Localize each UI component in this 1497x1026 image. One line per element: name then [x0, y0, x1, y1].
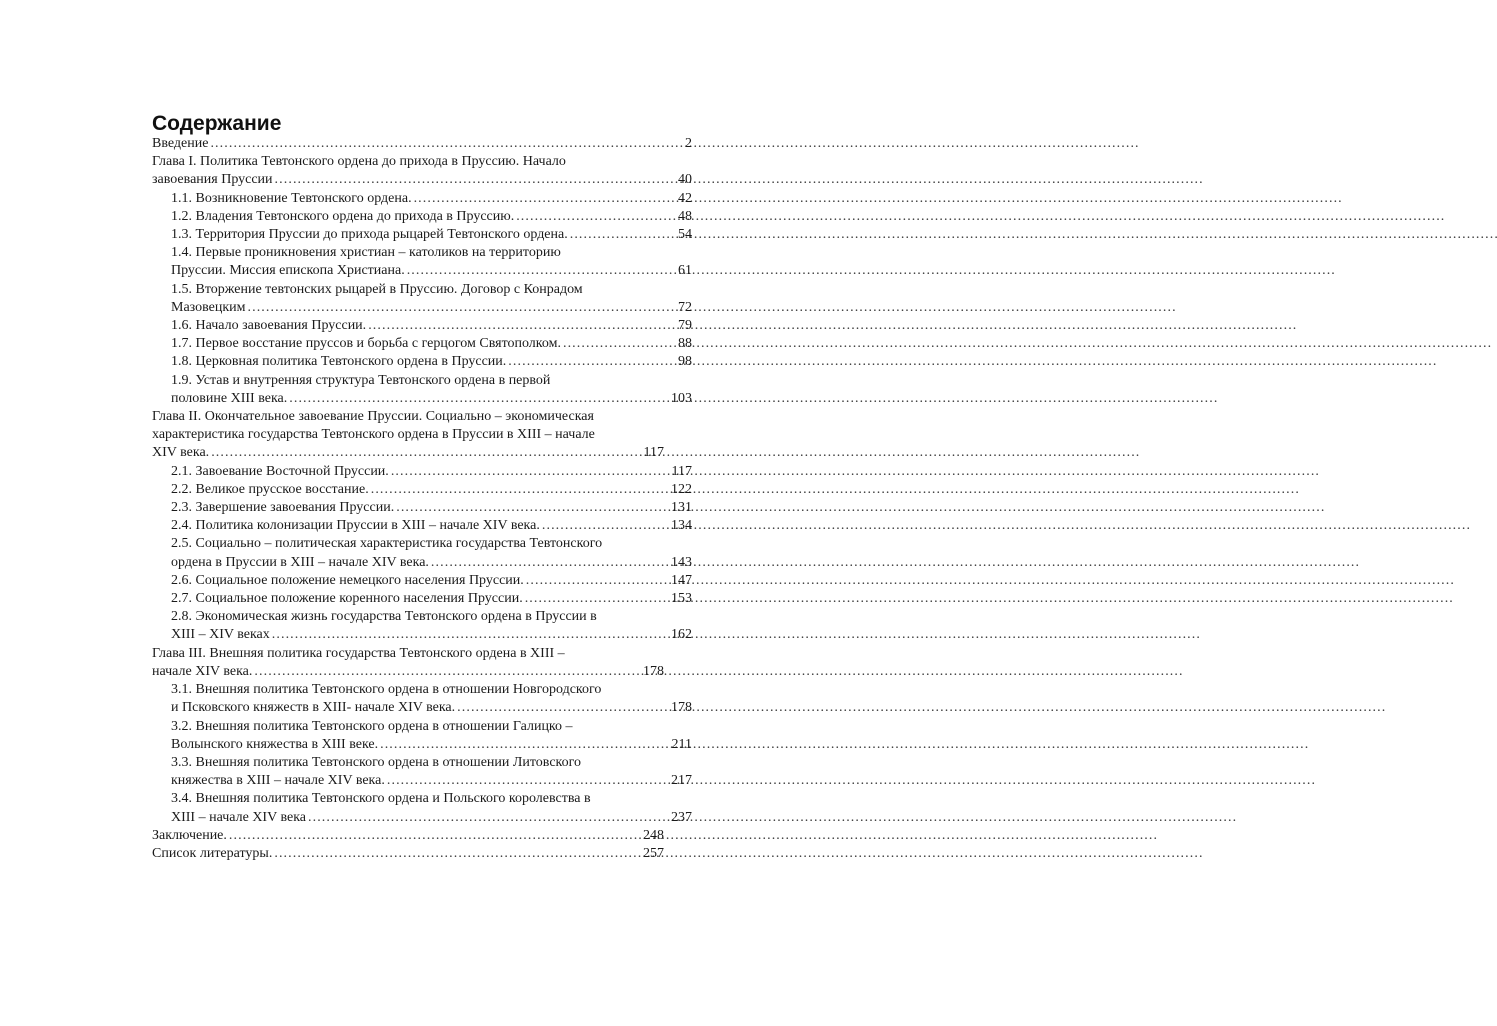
- toc-page-number: 248: [643, 827, 664, 843]
- toc-entry-text-line: 3.2. Внешняя политика Тевтонского ордена в отношении Галицко –: [171, 718, 573, 734]
- toc-page-number: 134: [671, 518, 692, 534]
- toc-entry-title: 2.6. Социальное положение немецкого населения Пруссии.: [171, 572, 524, 588]
- toc-page-number: 153: [671, 591, 692, 607]
- toc-subsection-entry: [152, 481, 692, 499]
- toc-page-number: 147: [671, 572, 692, 588]
- toc-entry-title: 1.7. Первое восстание пруссов и борьба с герцогом Святополком.: [171, 336, 561, 352]
- toc-chapter-entry: [152, 153, 692, 189]
- toc-entry-title: завоевания Пруссии: [152, 172, 273, 188]
- toc-subsection-entry: [152, 372, 692, 408]
- toc-subsection-entry: [152, 317, 692, 335]
- table-of-contents: [152, 135, 692, 863]
- toc-entry-text-line: 3.3. Внешняя политика Тевтонского ордена в отношении Литовского: [171, 754, 582, 770]
- toc-page-number: 61: [678, 263, 692, 279]
- toc-entry-text-line: 1.9. Устав и внутренняя структура Тевтонского ордена в первой: [171, 372, 551, 388]
- toc-subsection-entry: [152, 208, 692, 226]
- dot-leader: [308, 809, 669, 827]
- toc-entry-title: Пруссии. Миссия епископа Христиана.: [171, 263, 405, 279]
- toc-entry-text-line: Глава II. Окончательное завоевание Пруссии. Социально – экономическая: [152, 409, 594, 425]
- toc-page-number: 122: [671, 481, 692, 497]
- toc-entry-title: княжества в XIII – начале XIV века.: [171, 773, 385, 789]
- toc-entry-title: Мазовецким: [171, 299, 246, 315]
- toc-subsection-entry: [152, 572, 692, 590]
- toc-entry-title: 1.6. Начало завоевания Пруссии.: [171, 318, 367, 334]
- dot-leader: [371, 481, 669, 499]
- toc-subsection-entry: [152, 517, 692, 535]
- dot-leader: [414, 190, 676, 208]
- toc-entry-text-line: 2.8. Экономическая жизнь государства Тевтонского ордена в Пруссии в: [171, 609, 597, 625]
- toc-entry-title: и Псковского княжеств в XIII- начале XIV века.: [171, 700, 456, 716]
- toc-chapter-entry: [152, 827, 692, 845]
- toc-page-number: 48: [678, 208, 692, 224]
- toc-entry-title: Введение: [152, 136, 209, 151]
- dot-leader: [407, 262, 676, 280]
- dot-leader: [516, 208, 676, 226]
- toc-chapter-entry: [152, 845, 692, 863]
- toc-entry-title: XIII – XIV веках: [171, 627, 270, 643]
- toc-page-number: 54: [678, 227, 692, 243]
- toc-entry-title: ордена в Пруссии в XIII – начале XIV века.: [171, 554, 429, 570]
- dot-leader: [391, 463, 670, 481]
- toc-subsection-entry: [152, 590, 692, 608]
- toc-entry-title: половине XIII века.: [171, 390, 288, 406]
- toc-subsection-entry: [152, 535, 692, 571]
- toc-page-number: 211: [671, 736, 692, 752]
- toc-subsection-entry: [152, 190, 692, 208]
- toc-page-number: 143: [671, 554, 692, 570]
- toc-subsection-entry: [152, 718, 692, 754]
- toc-entry-text-line: Глава III. Внешняя политика государства Тевтонского ордена в XIII –: [152, 645, 565, 661]
- dot-leader: [254, 663, 641, 681]
- dot-leader: [210, 135, 683, 153]
- toc-subsection-entry: [152, 335, 692, 353]
- toc-entry-text-line: 2.5. Социально – политическая характеристика государства Тевтонского: [171, 536, 603, 552]
- toc-subsection-entry: [152, 790, 692, 826]
- toc-page-number: 131: [671, 500, 692, 516]
- toc-title: Содержание: [152, 112, 282, 135]
- toc-entry-title: Список литературы.: [152, 845, 273, 861]
- toc-entry-title: 2.4. Политика колонизации Пруссии в XIII – начале XIV века.: [171, 518, 540, 534]
- toc-entry-text-line: 3.4. Внешняя политика Тевтонского ордена и Польского королевства в: [171, 791, 591, 807]
- toc-page-number: 237: [671, 809, 692, 825]
- toc-subsection-entry: [152, 353, 692, 371]
- dot-leader: [274, 845, 641, 863]
- toc-entry-text-line: характеристика государства Тевтонского ордена в Пруссии в XIII – начале: [152, 427, 595, 443]
- toc-entry-text-line: Глава I. Политика Тевтонского ордена до прихода в Пруссию. Начало: [152, 154, 566, 170]
- toc-subsection-entry: [152, 681, 692, 717]
- dot-leader: [289, 390, 669, 408]
- dot-leader: [526, 572, 669, 590]
- dot-leader: [525, 590, 669, 608]
- dot-leader: [508, 353, 676, 371]
- dot-leader: [570, 226, 676, 244]
- toc-page-number: 178: [671, 700, 692, 716]
- toc-page-number: 117: [671, 463, 692, 479]
- toc-page-number: 88: [678, 336, 692, 352]
- toc-chapter-entry: [152, 645, 692, 681]
- dot-leader: [248, 299, 677, 317]
- toc-entry-title: 1.1. Возникновение Тевтонского ордена.: [171, 190, 412, 206]
- dot-leader: [380, 736, 669, 754]
- toc-page-number: 257: [643, 845, 664, 861]
- toc-entry-title: XIV века.: [152, 445, 210, 461]
- dot-leader: [457, 699, 669, 717]
- toc-subsection-entry: [152, 244, 692, 280]
- toc-chapter-entry: [152, 408, 692, 463]
- toc-entry-title: 1.3. Территория Пруссии до прихода рыцарей Тевтонского ордена.: [171, 227, 568, 243]
- dot-leader: [229, 827, 641, 845]
- toc-subsection-entry: [152, 499, 692, 517]
- dot-leader: [542, 517, 669, 535]
- dot-leader: [563, 335, 676, 353]
- dot-leader: [272, 626, 669, 644]
- toc-entry-title: 2.7. Социальное положение коренного населения Пруссии.: [171, 591, 523, 607]
- toc-page-number: 217: [671, 773, 692, 789]
- toc-subsection-entry: [152, 226, 692, 244]
- toc-subsection-entry: [152, 281, 692, 317]
- toc-entry-title: 2.1. Завоевание Восточной Пруссии.: [171, 463, 389, 479]
- toc-page-number: 162: [671, 627, 692, 643]
- toc-entry-title: 1.2. Владения Тевтонского ордена до прихода в Пруссию.: [171, 208, 515, 224]
- toc-entry-text-line: 1.4. Первые проникновения христиан – католиков на территорию: [171, 245, 561, 261]
- toc-page-number: 79: [678, 318, 692, 334]
- toc-entry-title: Заключение.: [152, 827, 227, 843]
- toc-subsection-entry: [152, 463, 692, 481]
- toc-entry-title: начале XIV века.: [152, 663, 253, 679]
- toc-entry-text-line: 3.1. Внешняя политика Тевтонского ордена в отношении Новгородского: [171, 682, 602, 698]
- toc-entry-title: Волынского княжества в XIII веке.: [171, 736, 379, 752]
- toc-subsection-entry: [152, 608, 692, 644]
- dot-leader: [387, 772, 669, 790]
- toc-entry-title: XIII – начале XIV века: [171, 809, 306, 825]
- dot-leader: [275, 171, 676, 189]
- toc-page-number: 103: [671, 390, 692, 406]
- toc-page-number: 72: [678, 299, 692, 315]
- toc-entry-title: 2.3. Завершение завоевания Пруссии.: [171, 500, 395, 516]
- toc-entry-title: 2.2. Великое прусское восстание.: [171, 481, 369, 497]
- toc-page-number: 40: [678, 172, 692, 188]
- toc-page-number: 2: [685, 136, 692, 151]
- toc-page-number: 117: [643, 445, 664, 461]
- toc-chapter-entry: [152, 135, 692, 153]
- dot-leader: [396, 499, 669, 517]
- toc-page-number: 98: [678, 354, 692, 370]
- dot-leader: [211, 444, 641, 462]
- toc-subsection-entry: [152, 754, 692, 790]
- toc-page-number: 42: [678, 190, 692, 206]
- toc-page-number: 178: [643, 663, 664, 679]
- dot-leader: [431, 554, 669, 572]
- toc-entry-title: 1.8. Церковная политика Тевтонского ордена в Пруссии.: [171, 354, 507, 370]
- toc-entry-text-line: 1.5. Вторжение тевтонских рыцарей в Пруссию. Договор с Конрадом: [171, 281, 583, 297]
- dot-leader: [368, 317, 676, 335]
